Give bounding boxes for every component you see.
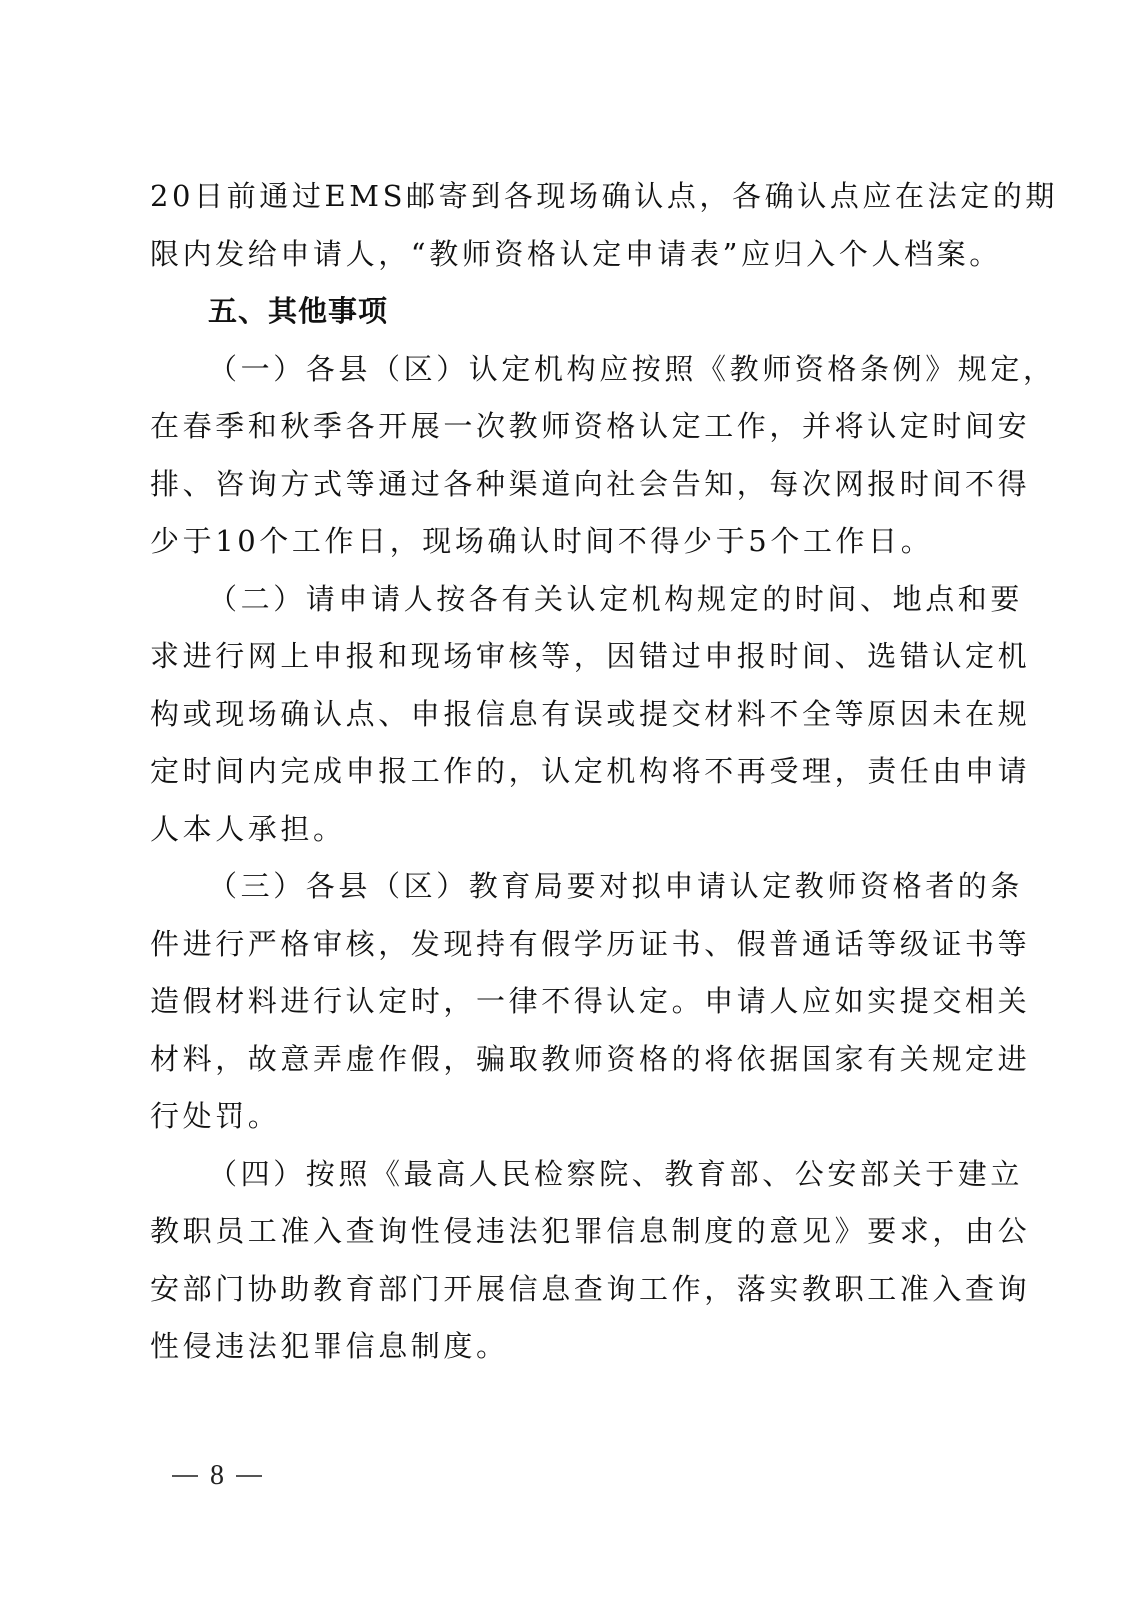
paragraph-2-line: （二）请申请人按各有关认定机构规定的时间、地点和要 (208, 581, 1024, 616)
paragraph-1-line: （一）各县（区）认定机构应按照《教师资格条例》规定， (208, 351, 1056, 386)
page-number: 8 (210, 1460, 224, 1491)
paragraph-3-line: 行处罚。 (150, 1099, 281, 1133)
paragraph-4-line: 教职员工准入查询性侵违法犯罪信息制度的意见》要求，由公 (150, 1214, 1031, 1248)
text-line: 20日前通过EMS邮寄到各现场确认点，各确认点应在法定的期 (150, 179, 1059, 213)
paragraph-3-line: 造假材料进行认定时，一律不得认定。申请人应如实提交相关 (150, 984, 1031, 1018)
paragraph-2-line: 定时间内完成申报工作的，认定机构将不再受理，责任由申请 (150, 754, 1031, 788)
paragraph-4-line: （四）按照《最高人民检察院、教育部、公安部关于建立 (208, 1156, 1024, 1191)
paragraph-2-line: 构或现场确认点、申报信息有误或提交材料不全等原因未在规 (150, 696, 1031, 731)
paragraph-1-line: 排、咨询方式等通过各种渠道向社会告知，每次网报时间不得 (150, 466, 1031, 501)
paragraph-4-line: 安部门协助教育部门开展信息查询工作，落实教职工准入查询 (150, 1271, 1031, 1306)
page-footer (172, 1460, 262, 1492)
body-text (150, 168, 1059, 1376)
text-line: 限内发给申请人，“教师资格认定申请表”应归入个人档案。 (150, 236, 1002, 271)
dash-left-icon (172, 1475, 198, 1477)
paragraph-1-line: 在春季和秋季各开展一次教师资格认定工作，并将认定时间安 (150, 409, 1031, 443)
paragraph-1-line: 少于10个工作日，现场确认时间不得少于5个工作日。 (150, 524, 934, 558)
section-heading: 五、其他事项 (208, 294, 389, 328)
paragraph-2-line: 人本人承担。 (150, 811, 346, 846)
dash-right-icon (236, 1475, 262, 1477)
paragraph-3-line: 材料，故意弄虚作假，骗取教师资格的将依据国家有关规定进 (150, 1041, 1031, 1076)
paragraph-3-line: （三）各县（区）教育局要对拟申请认定教师资格者的条 (208, 869, 1024, 903)
paragraph-3-line: 件进行严格审核，发现持有假学历证书、假普通话等级证书等 (150, 926, 1031, 961)
paragraph-4-line: 性侵违法犯罪信息制度。 (150, 1329, 509, 1363)
paragraph-2-line: 求进行网上申报和现场审核等，因错过申报时间、选错认定机 (150, 639, 1031, 673)
